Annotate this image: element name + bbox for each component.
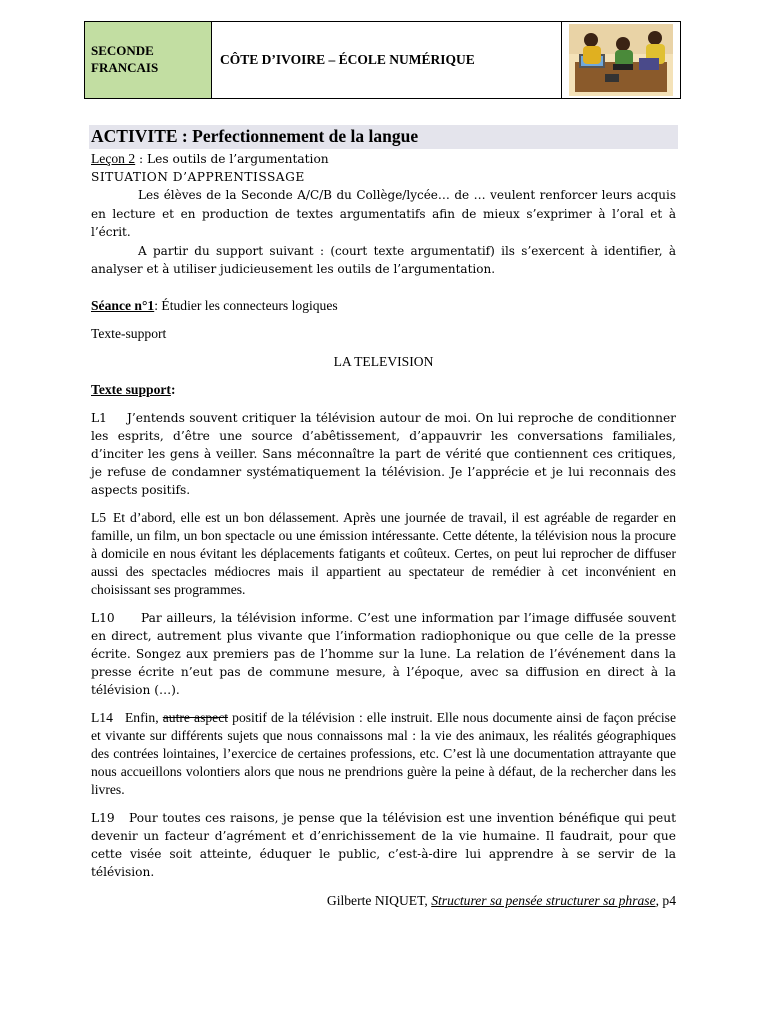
texte-support-heading: Texte support [91,381,171,397]
situation-heading: SITUATION D’APPRENTISSAGE [91,170,305,184]
source-book: Structurer sa pensée structurer sa phrase [431,893,656,909]
paragraph-l5 [91,509,676,600]
level-cell [85,22,212,98]
classroom-illustration-icon [562,22,680,98]
document-body [91,150,676,909]
paragraph-text: Et d’abord, elle est un bon délassement. Après une journée de travail, il est agréable de regarder en famille, un film, un bon spectacle ou une émission intéressante. Cette détente, la télévision nous la procure à domicile en nous évitant les déplacements fatigants et coûteux. Certes, on peut lui reprocher de diffuser aussi des spectacles médiocres mais il appartient au spectateur de remédier à cet inconvénient en choisissant ses programmes. [91,509,676,598]
text-title: LA TELEVISION [333,353,434,369]
seance-text: : Étudier les connecteurs logiques [154,297,338,313]
lesson-label: Leçon 2 [91,151,136,166]
activity-title: ACTIVITE : Perfectionnement de la langue [89,125,678,149]
line-number: L1 [91,410,107,425]
texte-support-label: Texte-support [91,325,167,341]
seance-label: Séance n°1 [91,297,155,313]
situation-paragraph-2: A partir du support suivant : (court texte argumentatif) ils s’exercent à identifier, à analyser et à utiliser judicieusement les outils de l’argumentation. [91,243,676,276]
texte-support-colon: : [170,381,176,397]
texte-support-heading-line [91,381,676,399]
line-number: L10 [91,610,115,625]
header-table [84,21,681,99]
lesson-text: : Les outils de l’argumentation [135,152,329,166]
struck-text: autre aspect [162,709,229,725]
level-line1: SECONDE [91,43,154,58]
paragraph-text: Pour toutes ces raisons, je pense que la télévision est une invention bénéfique qui peut devenir un facteur d’agrément et d’enrichissement de la vie humaine. Il faudrait, pour que cette visée soit atteinte, éduquer le public, c’est-à-dire lui apprendre à se servir de la télévision. [91,810,676,880]
seance-line [91,297,676,315]
source-citation [91,893,676,909]
paragraph-text-rest: positif de la télévision : elle instruit. Elle nous documente ainsi de façon précise et vivante sur différents sujets que nous connaissons mal : la vie des animaux, les réalités géographiques des contrées lointaines, l’exercice de certaines professions, etc. C’est là une documentation attrayante que nous accueillons volontiers alors que nous ne prendrions guère la peine à défaut, de la rechercher dans les livres. [91,709,676,798]
paragraph-text: Par ailleurs, la télévision informe. C’est une information par l’image diffusée souvent en direct, autrement plus vivante que l’information radiophonique ou que celle de la presse écrite. Songez aux premiers pas de l’homme sur la lune. La relation de l’événement dans la presse écrite n’eut pas de commune mesure, à l’époque, avec sa diffusion en direct à la télévision (…). [91,610,676,698]
paragraph-l19 [91,809,676,882]
paragraph-l14 [91,709,676,800]
paragraph-l10 [91,609,676,700]
lesson-line [91,150,676,168]
line-number: L5 [91,509,107,525]
level-line2: FRANCAIS [91,60,159,75]
situation-paragraph-1: Les élèves de la Seconde A/C/B du Collège/lycée… de … veulent renforcer leurs acquis en lecture et en production de textes argumentatifs afin de mieux s’exprimer à l’oral et à l’écrit. [91,188,676,239]
paragraph-l1 [91,409,676,500]
line-number: L14 [91,709,113,725]
source-author: Gilberte NIQUET, [326,893,432,909]
source-page: , p4 [655,893,676,909]
header-title: CÔTE D’IVOIRE – ÉCOLE NUMÉRIQUE [212,22,562,98]
line-number: L19 [91,810,115,825]
paragraph-text-start: Enfin, [125,709,163,725]
paragraph-text: J’entends souvent critiquer la télévision autour de moi. On lui reproche de conditionner les esprits, d’être une source d’abêtissement, d’appauvrir les conversations familiales, d’inciter les gens à veiller. Sans méconnaître la part de vérité que contiennent ces critiques, je refuse de condamner systématiquement la télévision. Je l’apprécie et je lui reconnais des aspects positifs. [91,410,676,498]
